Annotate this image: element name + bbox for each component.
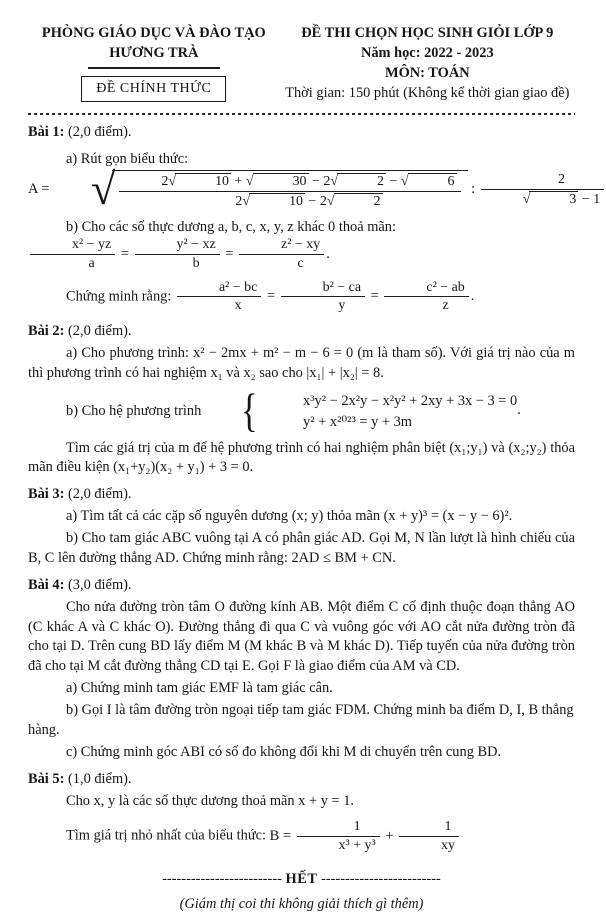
problem-1-label: Bài 1:	[28, 123, 65, 140]
problem-5-heading	[28, 770, 575, 790]
problem-1a-text: a) Rút gọn biểu thức:	[66, 151, 189, 168]
problem-1b-prove-line	[28, 280, 575, 314]
problem-2b-text: b) Cho hệ phương trình	[66, 402, 205, 419]
formula-B-minimum: B = $\frac{1}{\text{x³ + y³}}$ + $\frac{1}{xy}$	[270, 828, 461, 844]
problem-3b-paragraph: b) Cho tam giác ABC vuông tại A có phân giác AD. Gọi M, N lần lượt là hình chiếu của B, C lên đường thẳng AD. Chứng minh rằng: 2AD ≤ BM + CN.	[28, 530, 575, 566]
problem-5-given-line: Cho x, y là các số thực dương thoả mãn x + y = 1.	[66, 792, 355, 809]
problem-2-points: (2,0 điểm).	[64, 322, 132, 339]
department-name: PHÒNG GIÁO DỤC VÀ ĐÀO TẠO	[41, 25, 266, 41]
problem-1-heading	[28, 123, 575, 143]
exam-footer	[28, 870, 575, 915]
problem-2b-condition-paragraph: Tìm các giá trị của m để hệ phương trình có hai nghiệm phân biệt (x₁;y₁) và (x₂;y₂) thỏa mãn điều kiện (x₁+y₂)(x₂ + y₁) + 3 = 0.	[28, 439, 575, 476]
exam-duration: Thời gian: 150 phút (Không kể thời gian giao đề)	[285, 84, 570, 101]
proctor-note: (Giám thị coi thi không giải thích gì thêm)	[179, 895, 424, 912]
problem-2b-line	[28, 384, 575, 436]
separator-dashed-line	[28, 113, 575, 115]
district-name: HƯƠNG TRÀ	[109, 44, 199, 61]
problem-2-label: Bài 2:	[28, 322, 65, 339]
problem-4-heading	[28, 576, 575, 596]
problem-1-points: (2,0 điểm).	[64, 123, 132, 140]
problem-4-intro-paragraph: Cho nửa đường tròn tâm O đường kính AB. Một điểm C cố định thuộc đoạn thẳng AO (C khác A và C khác O). Đường thẳng đi qua C và vuông góc với AO cắt nửa đường tròn đã cho tại D. Trên cung BD lấy điểm M (M khác B và M khác D). Tiếp tuyến của nửa đường tròn đã cho tại M cắt đường thẳng CD tại E. Gọi F là giao điểm của AM và CD.	[28, 598, 575, 675]
problem-3-heading	[28, 485, 575, 505]
subject-name: MÔN: TOÁN	[384, 64, 470, 81]
problem-1b-line	[28, 218, 575, 272]
problem-1	[28, 123, 601, 314]
problem-4-points: (3,0 điểm).	[64, 576, 132, 593]
problem-3-points: (2,0 điểm).	[64, 486, 132, 503]
problem-2a-paragraph: a) Cho phương trình: x² − 2mx + m² − m − 6 = 0 (m là tham số). Với giá trị nào của m thì phương trình có hai nghiệm x₁ và x₂ sao cho |x₁| + |x₂| = 8.	[28, 344, 575, 381]
problem-4a-line: a) Chứng minh tam giác EMF là tam giác cân.	[66, 680, 333, 697]
end-of-exam-line	[28, 870, 575, 890]
problem-3	[28, 485, 575, 569]
formula-equation-system: { x³y² − 2x²y − x²y² + 2xy + 3x − 3 = 0 y² + x²⁰²³ = y + 3m .	[240, 384, 521, 436]
problem-5-label: Bài 5:	[28, 770, 65, 787]
official-exam-stamp	[81, 76, 226, 102]
school-year: Năm học: 2022 - 2023	[360, 44, 494, 61]
exam-header	[28, 24, 575, 104]
problem-4c-line: c) Chứng minh góc ABI có số đo không đổi khi M di chuyển trên cung BD.	[66, 743, 502, 760]
problem-4b-line: b) Gọi I là tâm đường tròn ngoại tiếp tam giác FDM. Chứng minh ba điểm D, I, B thẳng hàng.	[28, 702, 574, 738]
end-label: HẾT	[285, 870, 318, 887]
problem-1b-text: b) Cho các số thực dương a, b, c, x, y, z khác 0 thoả mãn:	[66, 218, 396, 235]
problem-2-heading	[28, 322, 575, 342]
problem-3a-line: a) Tìm tất cả các cặp số nguyên dương (x; y) thỏa mãn (x + y)³ = (x − y − 6)².	[66, 508, 513, 525]
official-exam-stamp-label: ĐỀ CHÍNH THỨC	[96, 80, 212, 96]
problem-4-label: Bài 4:	[28, 576, 65, 593]
problem-1a-line	[28, 150, 601, 215]
end-dashes-right: -------------------------	[321, 870, 441, 887]
formula-prove-ratios: $\frac{\text{a² − bc}}{x}$ = $\frac{\text{b² − ca}}{y}$ = $\frac{\text{c² − ab}}{z}$ .	[175, 288, 474, 304]
problem-5	[28, 770, 575, 854]
formula-given-ratios: $\frac{\text{x² − yz}}{a}$ = $\frac{\text{y² − xz}}{b}$ = $\frac{\text{z² − xy}}{c}$ .	[28, 246, 330, 262]
header-underline	[88, 67, 220, 69]
exam-title-block	[280, 24, 575, 104]
formula-A-simplify: A = √ $\frac{2√ 10 + √ 30 - 2√ 2 - √ 6}{2√ 10 - 2√ 2}$ : $\frac{2}{√ 3 - 1}$	[28, 181, 606, 197]
problem-4	[28, 576, 575, 763]
problem-3-label: Bài 3:	[28, 486, 65, 503]
exam-title: ĐỀ THI CHỌN HỌC SINH GIỎI LỚP 9	[301, 25, 554, 41]
problem-5-task-text: Tìm giá trị nhỏ nhất của biểu thức:	[66, 827, 270, 844]
problem-5-formula-line	[28, 819, 575, 853]
problem-1b-prove-text: Chứng minh rằng:	[66, 288, 175, 305]
problem-2	[28, 322, 575, 478]
issuing-authority-block	[28, 24, 280, 102]
end-dashes-left: -------------------------	[162, 870, 282, 887]
problem-5-points: (1,0 điểm).	[64, 770, 132, 787]
